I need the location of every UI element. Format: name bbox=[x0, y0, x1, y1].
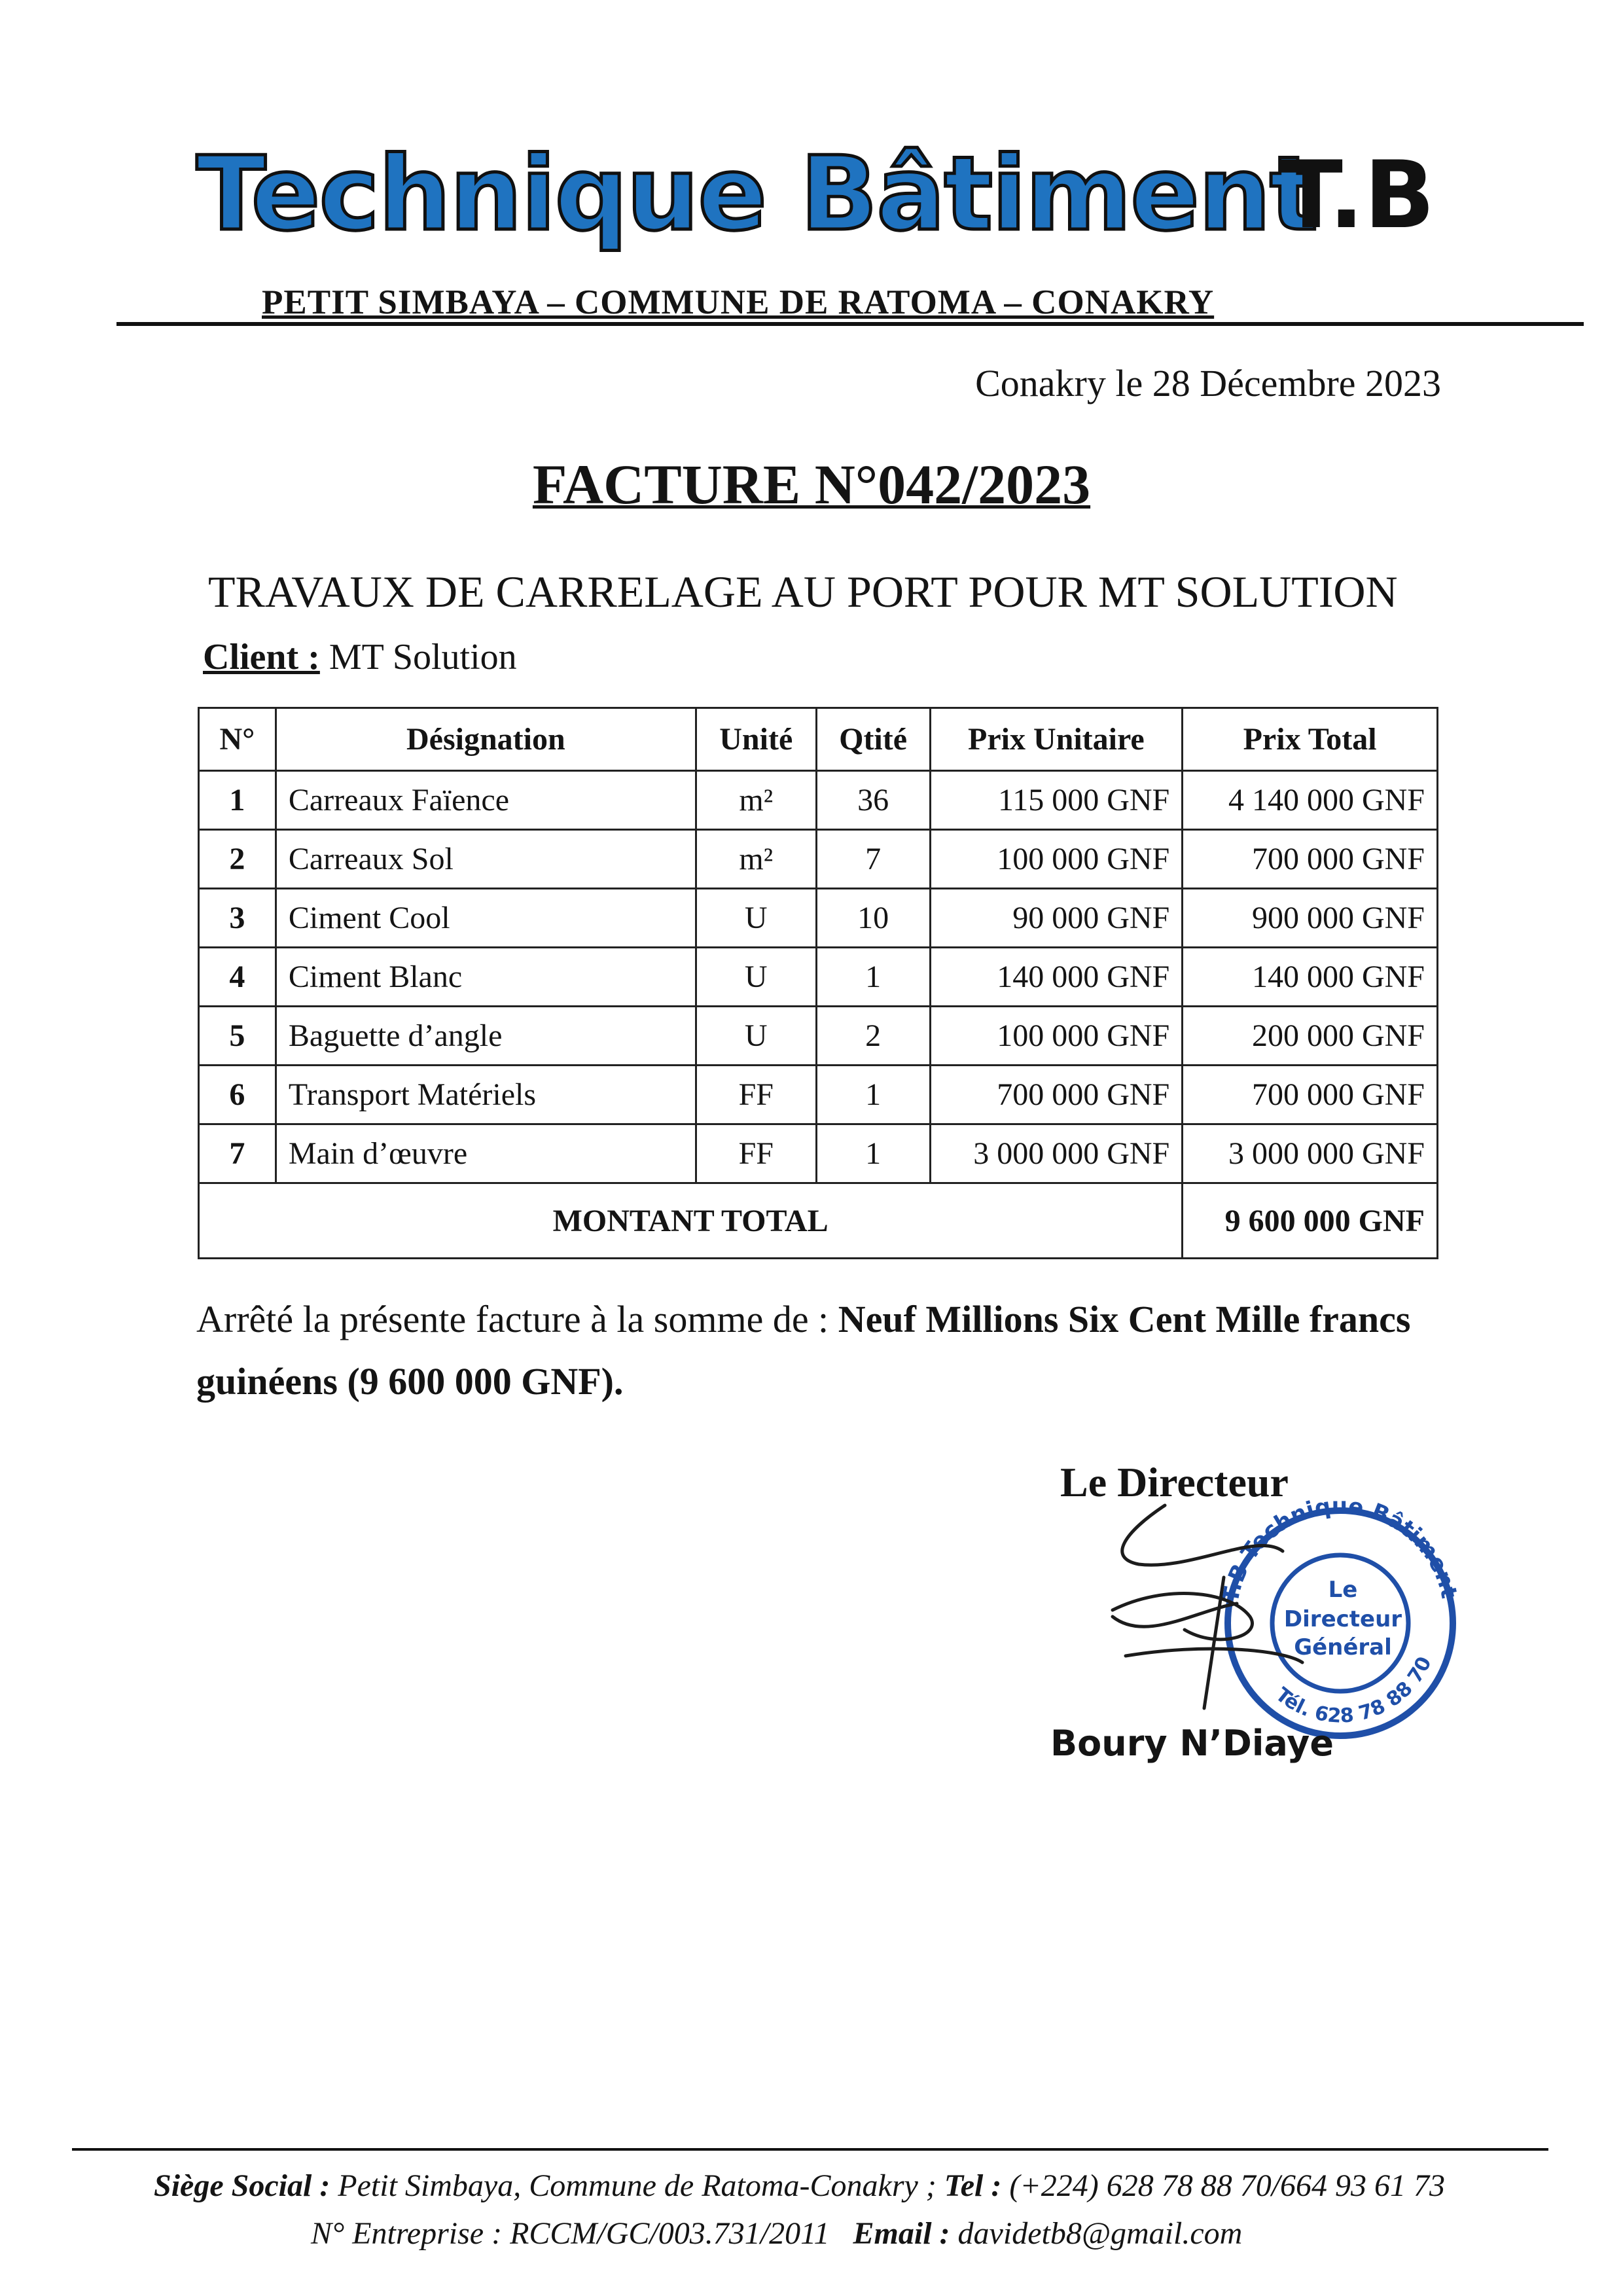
cell-qty: 1 bbox=[816, 1066, 930, 1124]
cell-qty: 10 bbox=[816, 889, 930, 948]
cell-designation: Ciment Blanc bbox=[276, 948, 696, 1007]
cell-num: 2 bbox=[199, 830, 276, 889]
cell-qty: 1 bbox=[816, 1124, 930, 1183]
total-value: 9 600 000 GNF bbox=[1183, 1183, 1438, 1259]
header-divider bbox=[116, 322, 1584, 326]
cell-unit-price: 90 000 GNF bbox=[930, 889, 1183, 948]
cell-unit-price: 100 000 GNF bbox=[930, 1007, 1183, 1066]
cell-qty: 7 bbox=[816, 830, 930, 889]
cell-total-price: 4 140 000 GNF bbox=[1183, 771, 1438, 830]
cell-total-price: 200 000 GNF bbox=[1183, 1007, 1438, 1066]
cell-designation: Main d’œuvre bbox=[276, 1124, 696, 1183]
cell-total-price: 140 000 GNF bbox=[1183, 948, 1438, 1007]
cell-num: 4 bbox=[199, 948, 276, 1007]
company-initials: T.B bbox=[1279, 141, 1435, 249]
total-label: MONTANT TOTAL bbox=[199, 1183, 1183, 1259]
cell-unit-price: 100 000 GNF bbox=[930, 830, 1183, 889]
cell-unite: m² bbox=[696, 830, 816, 889]
cell-unit-price: 140 000 GNF bbox=[930, 948, 1183, 1007]
header-designation: Désignation bbox=[276, 708, 696, 771]
table-row bbox=[199, 830, 1438, 889]
header-total-price: Prix Total bbox=[1183, 708, 1438, 771]
client-label: Client : bbox=[203, 637, 320, 677]
cell-unite: U bbox=[696, 1007, 816, 1066]
header-unite: Unité bbox=[696, 708, 816, 771]
stamp-ring-text: T.B Technique Bâtiment bbox=[1217, 1492, 1463, 1605]
cell-designation: Carreaux Faïence bbox=[276, 771, 696, 830]
table-row bbox=[199, 1124, 1438, 1183]
cell-qty: 36 bbox=[816, 771, 930, 830]
invoice-table bbox=[198, 707, 1438, 1259]
cell-unit-price: 3 000 000 GNF bbox=[930, 1124, 1183, 1183]
cell-qty: 1 bbox=[816, 948, 930, 1007]
cell-designation: Ciment Cool bbox=[276, 889, 696, 948]
cell-designation: Baguette d’angle bbox=[276, 1007, 696, 1066]
table-row bbox=[199, 948, 1438, 1007]
footer-line-2 bbox=[311, 2215, 1242, 2251]
footer-entreprise-value: RCCM/GC/003.731/2011 bbox=[510, 2216, 830, 2251]
footer-divider bbox=[72, 2148, 1548, 2151]
table-row bbox=[199, 771, 1438, 830]
company-stamp bbox=[1218, 1493, 1463, 1736]
total-row bbox=[199, 1183, 1438, 1259]
cell-num: 1 bbox=[199, 771, 276, 830]
invoice-subject: TRAVAUX DE CARRELAGE AU PORT POUR MT SOLUTION bbox=[208, 567, 1398, 617]
header-qty: Qtité bbox=[816, 708, 930, 771]
stamp-center-line2: Directeur bbox=[1283, 1606, 1402, 1632]
cell-num: 3 bbox=[199, 889, 276, 948]
cell-num: 7 bbox=[199, 1124, 276, 1183]
footer-tel-value: (+224) 628 78 88 70/664 93 61 73 bbox=[1009, 2168, 1446, 2203]
cell-total-price: 700 000 GNF bbox=[1183, 830, 1438, 889]
footer-entreprise-label: N° Entreprise : bbox=[311, 2216, 503, 2251]
client-line bbox=[203, 636, 517, 678]
cell-designation: Carreaux Sol bbox=[276, 830, 696, 889]
closing-amount-words: Neuf Millions Six Cent Mille francs guinéens (9 600 000 GNF). bbox=[196, 1298, 1411, 1403]
cell-num: 6 bbox=[199, 1066, 276, 1124]
stamp-center-line3: Général bbox=[1294, 1634, 1392, 1660]
table-row bbox=[199, 1007, 1438, 1066]
company-address: PETIT SIMBAYA – COMMUNE DE RATOMA – CONAKRY bbox=[262, 283, 1215, 321]
company-logo-text: Technique Bâtiment bbox=[196, 134, 1317, 253]
cell-total-price: 900 000 GNF bbox=[1183, 889, 1438, 948]
cell-num: 5 bbox=[199, 1007, 276, 1066]
closing-text: Arrêté la présente facture à la somme de : bbox=[196, 1298, 829, 1340]
cell-unit-price: 700 000 GNF bbox=[930, 1066, 1183, 1124]
table-row bbox=[199, 1066, 1438, 1124]
cell-total-price: 3 000 000 GNF bbox=[1183, 1124, 1438, 1183]
footer-line-1 bbox=[154, 2168, 1445, 2204]
cell-qty: 2 bbox=[816, 1007, 930, 1066]
cell-unite: FF bbox=[696, 1124, 816, 1183]
cell-unite: U bbox=[696, 889, 816, 948]
director-title: Le Directeur bbox=[1060, 1459, 1289, 1505]
cell-unite: U bbox=[696, 948, 816, 1007]
cell-total-price: 700 000 GNF bbox=[1183, 1066, 1438, 1124]
footer-email-value: davidetb8@gmail.com bbox=[957, 2216, 1243, 2251]
footer-tel-label: Tel : bbox=[944, 2168, 1002, 2203]
invoice-date: Conakry le 28 Décembre 2023 bbox=[975, 362, 1441, 404]
stamp-center-line1: Le bbox=[1328, 1577, 1358, 1603]
cell-unite: m² bbox=[696, 771, 816, 830]
cell-designation: Transport Matériels bbox=[276, 1066, 696, 1124]
table-row bbox=[199, 889, 1438, 948]
invoice-title: FACTURE N°042/2023 bbox=[532, 453, 1091, 516]
footer-siege-value: Petit Simbaya, Commune de Ratoma-Conakry ; bbox=[338, 2168, 936, 2203]
cell-unite: FF bbox=[696, 1066, 816, 1124]
signer-name: Boury N’Diaye bbox=[1050, 1723, 1334, 1764]
client-value: MT Solution bbox=[329, 637, 517, 677]
footer-email-label: Email : bbox=[853, 2216, 950, 2251]
stamp-phone-text: Tél. 628 78 88 70 bbox=[1271, 1653, 1436, 1728]
header-unit-price: Prix Unitaire bbox=[930, 708, 1183, 771]
closing-statement bbox=[196, 1288, 1440, 1412]
footer-siege-label: Siège Social : bbox=[154, 2168, 330, 2203]
signature-and-stamp bbox=[1086, 1492, 1479, 1741]
table-header-row bbox=[199, 708, 1438, 771]
header-num: N° bbox=[199, 708, 276, 771]
cell-unit-price: 115 000 GNF bbox=[930, 771, 1183, 830]
